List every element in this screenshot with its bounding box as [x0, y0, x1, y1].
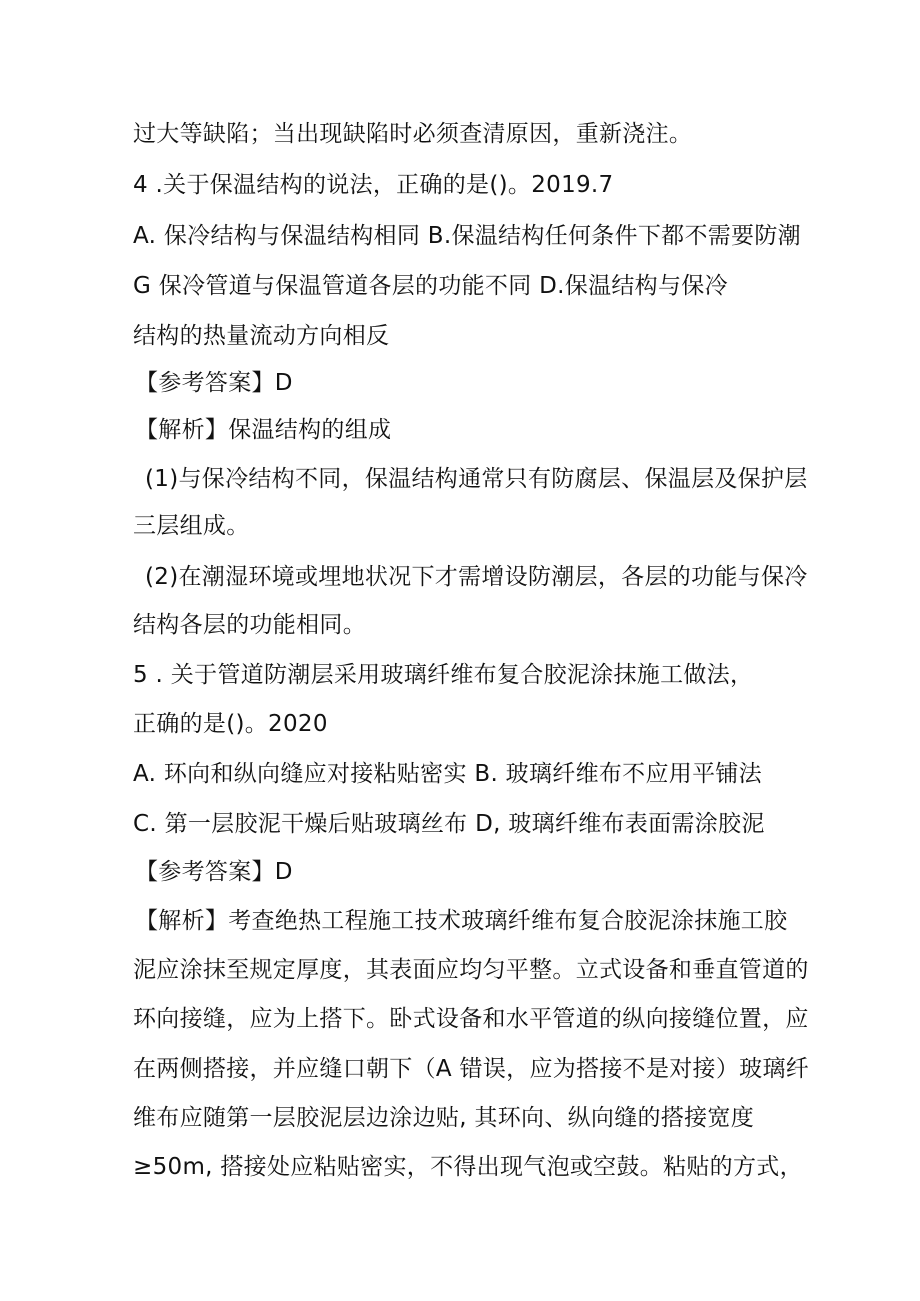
question-4-stem: 4 .关于保温结构的说法，正确的是()。2019.7: [133, 172, 614, 198]
question-4-options-ab: A. 保冷结构与保温结构相同 B.保温结构任何条件下都不需要防潮: [133, 223, 801, 249]
question-5-stem-cont: 正确的是()。2020: [133, 711, 328, 737]
question-5-answer: 【参考答案】D: [135, 859, 293, 885]
question-4-analysis-point-1-cont: 三层组成。: [133, 513, 250, 539]
question-5-analysis-2: 泥应涂抹至规定厚度，其表面应均匀平整。立式设备和垂直管道的: [133, 957, 809, 983]
question-5-options-cd: C. 第一层胶泥干燥后贴玻璃丝布 D, 玻璃纤维布表面需涂胶泥: [133, 811, 765, 837]
question-5-analysis-6: ≥50m, 搭接处应粘贴密实，不得出现气泡或空鼓。粘贴的方式，: [133, 1154, 803, 1180]
question-5-options-ab: A. 环向和纵向缝应对接粘贴密实 B. 玻璃纤维布不应用平铺法: [133, 761, 762, 787]
question-4-answer: 【参考答案】D: [135, 370, 293, 396]
question-5-stem: 5 . 关于管道防潮层采用玻璃纤维布复合胶泥涂抹施工做法，: [133, 662, 754, 688]
question-4-analysis-point-2: (2)在潮湿环境或埋地状况下才需增设防潮层，各层的功能与保冷: [145, 564, 808, 590]
question-5-analysis-5: 维布应随第一层胶泥层边涂边贴, 其环向、纵向缝的搭接宽度: [133, 1105, 755, 1131]
question-4-analysis-point-1: (1)与保冷结构不同，保温结构通常只有防腐层、保温层及保护层: [145, 466, 808, 492]
question-5-analysis-4: 在两侧搭接，并应缝口朝下（A 错误，应为搭接不是对接）玻璃纤: [133, 1056, 810, 1082]
question-5-analysis-3: 环向接缝，应为上搭下。卧式设备和水平管道的纵向接缝位置，应: [133, 1006, 809, 1032]
text-line-1: 过大等缺陷；当出现缺陷时必须查清原因，重新浇注。: [133, 121, 693, 147]
question-4-analysis-heading: 【解析】保温结构的组成: [135, 417, 392, 443]
question-4-options-cd-cont: 结构的热量流动方向相反: [133, 323, 390, 349]
question-5-analysis-1: 【解析】考查绝热工程施工技术玻璃纤维布复合胶泥涂抹施工胶: [135, 908, 788, 934]
question-4-options-cd: G 保冷管道与保温管道各层的功能不同 D.保温结构与保冷: [133, 273, 728, 299]
question-4-analysis-point-2-cont: 结构各层的功能相同。: [133, 612, 366, 638]
